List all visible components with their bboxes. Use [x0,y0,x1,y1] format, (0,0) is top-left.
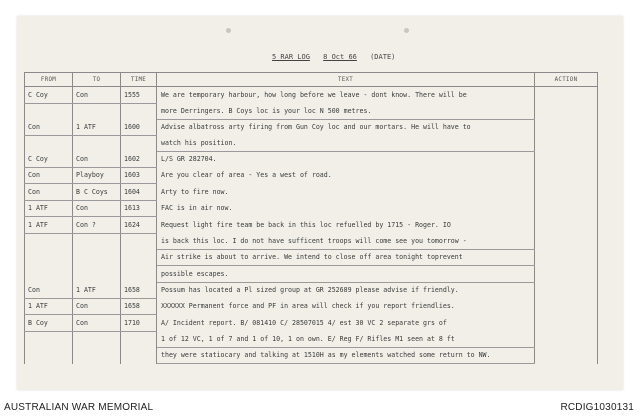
col-text: TEXT [157,73,535,87]
entry-action [535,331,598,347]
log-date: 8 Oct 66 [323,53,357,61]
entry-text-line: possible escapes. [157,266,535,283]
entry-to: Con [73,151,121,167]
entry-text-line: they were statiocary and talking at 1510H as my elements watched some return to NW. [157,347,535,364]
entry-time: 1710 [121,315,157,332]
entry-time-blank [121,233,157,249]
log-entry-continuation [25,233,598,249]
entry-from: Con [25,119,73,135]
date-label: (DATE) [370,53,396,61]
entry-to-blank [73,347,121,364]
col-time: TIME [121,73,157,87]
log-entry-continuation [25,331,598,347]
log-entry-row [25,87,598,104]
entry-from: C Coy [25,87,73,104]
entry-action [535,151,598,167]
entry-from-blank [25,103,73,119]
entry-action [535,87,598,104]
entry-action [535,217,598,234]
entry-from-blank [25,347,73,364]
entry-text-line: A/ Incident report. B/ 081410 C/ 28507015 4/ est 30 VC 2 separate grs of [157,315,535,332]
log-entry-continuation [25,135,598,151]
entry-to-blank [73,266,121,283]
entry-to: Con [73,315,121,332]
table-header-row [25,73,598,87]
entry-text-line: more Derringers. B Coys loc is your loc N 500 metres. [157,103,535,119]
entry-action [535,184,598,201]
log-entry-row [25,315,598,332]
entry-from-blank [25,331,73,347]
log-entry-row [25,298,598,315]
entry-to-blank [73,103,121,119]
col-to: TO [73,73,121,87]
log-entry-continuation [25,249,598,266]
entry-time-blank [121,347,157,364]
entry-to-blank [73,249,121,266]
entry-action [535,103,598,119]
log-entry-row [25,282,598,298]
col-from: FROM [25,73,73,87]
log-entry-row [25,167,598,184]
entry-action [535,298,598,315]
entry-time: 1624 [121,217,157,234]
entry-to-blank [73,331,121,347]
log-title: 5 RAR LOG [272,53,310,61]
log-entry-row [25,151,598,167]
entry-from: C Coy [25,151,73,167]
entry-from: 1 ATF [25,217,73,234]
entry-time: 1658 [121,298,157,315]
entry-action [535,233,598,249]
entry-action [535,135,598,151]
entry-time: 1602 [121,151,157,167]
entry-time-blank [121,135,157,151]
log-entry-row [25,200,598,217]
entry-text-line: FAC is in air now. [157,200,535,217]
log-table [24,72,598,364]
log-entry-continuation [25,347,598,364]
entry-text-line: We are temporary harbour, how long before we leave - dont know. There will be [157,87,535,104]
entry-to-blank [73,233,121,249]
entry-time-blank [121,103,157,119]
entry-from: Con [25,184,73,201]
entry-from-blank [25,266,73,283]
punch-hole [404,28,409,33]
entry-text-line: Request light fire team be back in this loc refuelled by 1715 - Roger. IO [157,217,535,234]
entry-text-line: Advise albatross arty firing from Gun Coy loc and our mortars. He will have to [157,119,535,135]
entry-action [535,347,598,364]
entry-time-blank [121,249,157,266]
entry-time: 1613 [121,200,157,217]
entry-to: B C Coys [73,184,121,201]
entry-text-line: L/S GR 282704. [157,151,535,167]
entry-time-blank [121,266,157,283]
entry-to: 1 ATF [73,282,121,298]
entry-time: 1604 [121,184,157,201]
entry-from: B Coy [25,315,73,332]
entry-action [535,167,598,184]
entry-to: 1 ATF [73,119,121,135]
log-entry-row [25,184,598,201]
log-entry-row [25,217,598,234]
entry-from-blank [25,249,73,266]
entry-text-line: watch his position. [157,135,535,151]
entry-from: Con [25,167,73,184]
entry-time-blank [121,331,157,347]
entry-action [535,119,598,135]
entry-from: 1 ATF [25,298,73,315]
entry-from: 1 ATF [25,200,73,217]
col-action: ACTION [535,73,598,87]
entry-action [535,249,598,266]
log-body [25,87,598,364]
footer-archive-name: AUSTRALIAN WAR MEMORIAL [4,402,154,413]
entry-action [535,315,598,332]
log-entry-continuation [25,103,598,119]
entry-to: Con [73,87,121,104]
entry-action [535,282,598,298]
log-entry-continuation [25,266,598,283]
entry-time: 1600 [121,119,157,135]
entry-text-line: 1 of 12 VC, 1 of 7 and 1 of 10, 1 on own. E/ Reg F/ Rifles M1 seen at 8 ft [157,331,535,347]
entry-text-line: Possum has located a Pl sized group at GR 252689 please advise if friendly. [157,282,535,298]
footer-record-id: RCDIG1030131 [560,402,634,413]
entry-from-blank [25,233,73,249]
log-entry-row [25,119,598,135]
entry-text-line: is back this loc. I do not have sufficent troops will come see you tomorrow - [157,233,535,249]
entry-text-line: Arty to fire now. [157,184,535,201]
entry-text-line: Are you clear of area - Yes a west of road. [157,167,535,184]
entry-time: 1603 [121,167,157,184]
entry-time: 1658 [121,282,157,298]
entry-to: Playboy [73,167,121,184]
entry-text-line: XXXXXX Permanent force and PF in area will check if you report friendlies. [157,298,535,315]
entry-action [535,200,598,217]
entry-from-blank [25,135,73,151]
punch-hole [226,28,231,33]
entry-to: Con [73,200,121,217]
entry-time: 1555 [121,87,157,104]
entry-to-blank [73,135,121,151]
entry-text-line: Air strike is about to arrive. We intend to close off area tonight toprevent [157,249,535,266]
log-header [272,53,404,61]
entry-from: Con [25,282,73,298]
entry-to: Con [73,298,121,315]
entry-action [535,266,598,283]
entry-to: Con ? [73,217,121,234]
